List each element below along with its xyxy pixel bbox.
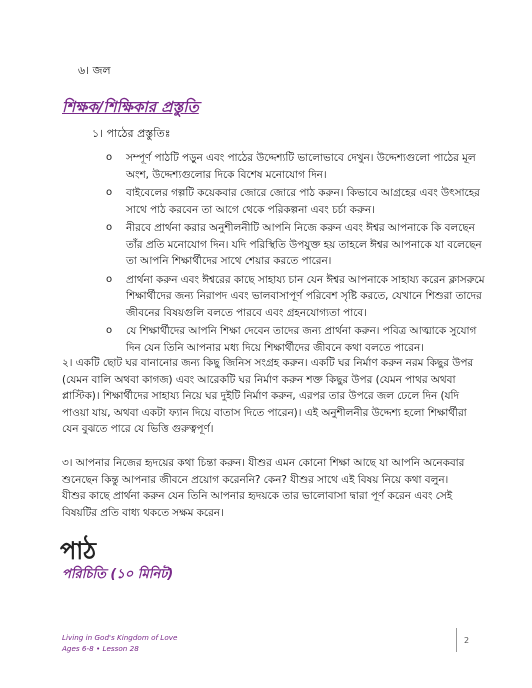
bullet-circle-icon: o	[106, 325, 113, 336]
bullet-text: নীরবে প্রার্থনা করার অনুশীলনীটি আপনি নিজে করুন এবং ঈশ্বর আপনাকে কি বলছেন তাঁর প্রতি মনোযোগ দিন। যদি পরিস্থিতি উপযুক্ত হয় তাহলে ঈশ্বর আপনাকে যা বলেছেন তা আপনি শিক্ষার্থীদের সাথে শেয়ার করতে পারেন।	[126, 222, 482, 267]
footer-subtitle: Ages 6-8 • Lesson 28	[62, 644, 139, 653]
page-footer	[62, 632, 177, 654]
list-item	[106, 185, 486, 218]
paragraph-reflect-heart: ৩। আপনার নিজের হৃদয়ের কথা চিন্তা করুন। যীশুর এমন কোনো শিক্ষা আছে যা আপনি অনেকবার শুনেছেন কিন্তু আপনার জীবনে প্রয়োগ করেননি? কেন? যীশুর সাথে এই বিষয় নিয়ে কথা বলুন। যীশুর কাছে প্রার্থনা করুন যেন তিনি আপনার হৃদয়কে তার ভালোবাসা দ্বারা পূর্ণ করেন এবং সেই বিষয়টির প্রতি বাধ্য থকতে সক্ষম করেন।	[62, 457, 465, 519]
lesson-heading: পাঠ	[60, 537, 97, 565]
list-item	[106, 220, 486, 270]
footer-title: Living in God's Kingdom of Love	[62, 633, 178, 642]
page-number: 2	[464, 636, 470, 645]
preparation-bullet-list	[106, 150, 486, 358]
bullet-circle-icon: o	[106, 187, 113, 198]
introduction-heading: পরিচিতি (১০ মিনিট)	[62, 567, 174, 582]
lesson-preparation-heading: ১। পাঠের প্রস্তুতিঃ	[92, 127, 171, 140]
bullet-text: প্রার্থনা করুন এবং ঈশ্বরের কাছে সাহায্য চান যেন ঈশ্বর আপনাকে সাহায্য করেন ক্লাসরুমে শিক্ষার্থীদের জন্য নিরাপদ এবং ভালবাসাপূর্ণ পরিবেশ সৃষ্টি করতে, যেখানে শিশুরা তাদের জীবনের বিষয়গুলি বলতে পারবে এবং গ্রহনযোগ্যতা পাবে।	[126, 273, 485, 319]
bullet-circle-icon: o	[106, 222, 113, 233]
list-item	[106, 272, 486, 322]
list-item	[106, 323, 486, 356]
bullet-circle-icon: o	[106, 152, 113, 163]
list-item-water: ৬। জল	[78, 64, 111, 77]
paragraph-build-house: ২। একটি ছোট ঘর বানানোর জন্য কিছু জিনিস সংগ্রহ করুন। একটি ঘর নির্মাণ করুন নরম কিছুর উপর (যেমন বালি অথবা কাগজ) এবং আরেকটি ঘর নির্মাণ করুন শক্ত কিছুর উপর (যেমন পাথর অথবা প্লাস্টিক)। শিক্ষার্থীদের সাহায্য নিয়ে ঘর দুইটি নির্মাণ করুন, এরপর তার উপরে জল ঢেলে দিন (যদি পাওয়া যায়, অথবা একটা ফ্যান দিয়ে বাতাস দিতে পারেন)। এই অনুশীলনীর উদ্দেশ্য হলো শিক্ষার্থীরা যেন বুঝতে পারে যে ভিত্তি গুরুত্বপূর্ণ।	[62, 357, 474, 435]
bullet-text: বাইবেলের গল্পটি কয়েকবার জোরে জোরে পাঠ করুন। কিভাবে আগ্রহের এবং উৎসাহের সাথে পাঠ করবেন তা আগে থেকে পরিকল্পনা এবং চর্চা করুন।	[126, 187, 480, 216]
bullet-text: যে শিক্ষার্থীদের আপনি শিক্ষা দেবেন তাদের জন্য প্রার্থনা করুন। পবিত্র আত্মাকে সুযোগ দিন যেন তিনি আপনার মধ্য দিয়ে শিক্ষার্থীদের জীবনে কথা বলতে পারেন।	[126, 325, 477, 354]
bullet-text: সম্পূর্ণ পাঠটি পড়ুন এবং পাঠের উদ্দেশ্যটি ভালোভাবে দেখুন। উদ্দেশ্যগুলো পাঠের মূল অংশ, উদ্দেশ্যগুলোর দিকে বিশেষ মনোযোগ দিন।	[126, 152, 476, 181]
section-title-teacher-preparation: শিক্ষক/শিক্ষিকার প্রস্তুতি	[62, 98, 199, 116]
list-item	[106, 150, 486, 183]
footer-divider	[456, 628, 457, 652]
bullet-circle-icon: o	[106, 273, 113, 285]
